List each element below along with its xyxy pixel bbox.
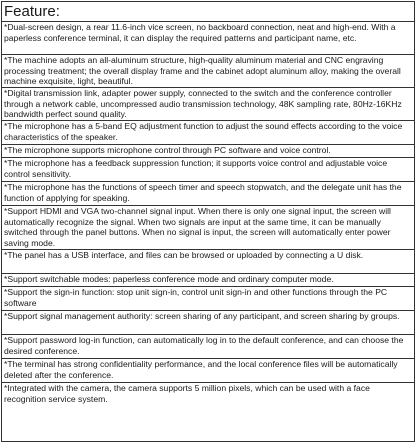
feature-item-signal-management: *Support signal management authority: screen sharing of any participant, and screen sharing by groups. (2, 311, 414, 335)
feature-item-sign-in: *Support the sign-in function: stop unit sign-in, control unit sign-in and other functions through the PC software (2, 287, 414, 311)
feature-item-aluminum-structure: *The machine adopts an all-aluminum structure, high-quality aluminum material and CNC engraving processing treatment; the overall display frame and the cabinet adopt aluminum alloy, making the overall machine exquisite, light, beautiful. (2, 55, 414, 88)
feature-item-feedback-suppression: *The microphone has a feedback suppression function; it supports voice control and adjustable voice control sensitivity. (2, 158, 414, 182)
feature-item-dual-screen: *Dual-screen design, a rear 11.6-inch vice screen, no backboard connection, neat and high-end. With a paperless conference terminal, it can display the required patterns and participant name, etc. (2, 22, 414, 55)
feature-item-pc-voice-control: *The microphone supports microphone control through PC software and voice control. (2, 145, 414, 158)
feature-item-switchable-modes: *Support switchable modes: paperless conference mode and ordinary computer mode. (2, 274, 414, 287)
feature-item-speech-timer: *The microphone has the functions of speech timer and speech stopwatch, and the delegate unit has the function of applying for speaking. (2, 182, 414, 206)
feature-item-eq-adjustment: *The microphone has a 5-band EQ adjustment function to adjust the sound effects according to the voice characteristics of the speaker. (2, 121, 414, 145)
feature-item-signal-input: *Support HDMI and VGA two-channel signal input. When there is only one signal input, the screen will automatically recognize the signal. When two signals are input at the same time, it can be manually switched through the panel buttons. When no signal is input, the screen will automatically enter power saving mode. (2, 206, 414, 250)
feature-title: Feature: (2, 2, 414, 22)
feature-item-password-login: *Support password log-in function, can automatically log in to the default conference, and can choose the desired conference. (2, 335, 414, 359)
feature-table (1, 1, 415, 442)
feature-item-camera: *Integrated with the camera, the camera supports 5 million pixels, which can be used with a face recognition service system. (4, 383, 370, 404)
feature-item-confidentiality: *The terminal has strong confidentiality performance, and the local conference files will be automatically deleted after the conference. (2, 359, 414, 383)
feature-item-digital-transmission: *Digital transmission link, adapter power supply, connected to the switch and the conference controller through a network cable, uncompressed audio transmission technology, 48K sampling rate, 80Hz-16KHz bandwidth perfect sound quality. (2, 88, 414, 121)
feature-item-usb-interface: *The panel has a USB interface, and files can be browsed or uploaded by connecting a U disk. (2, 250, 414, 274)
